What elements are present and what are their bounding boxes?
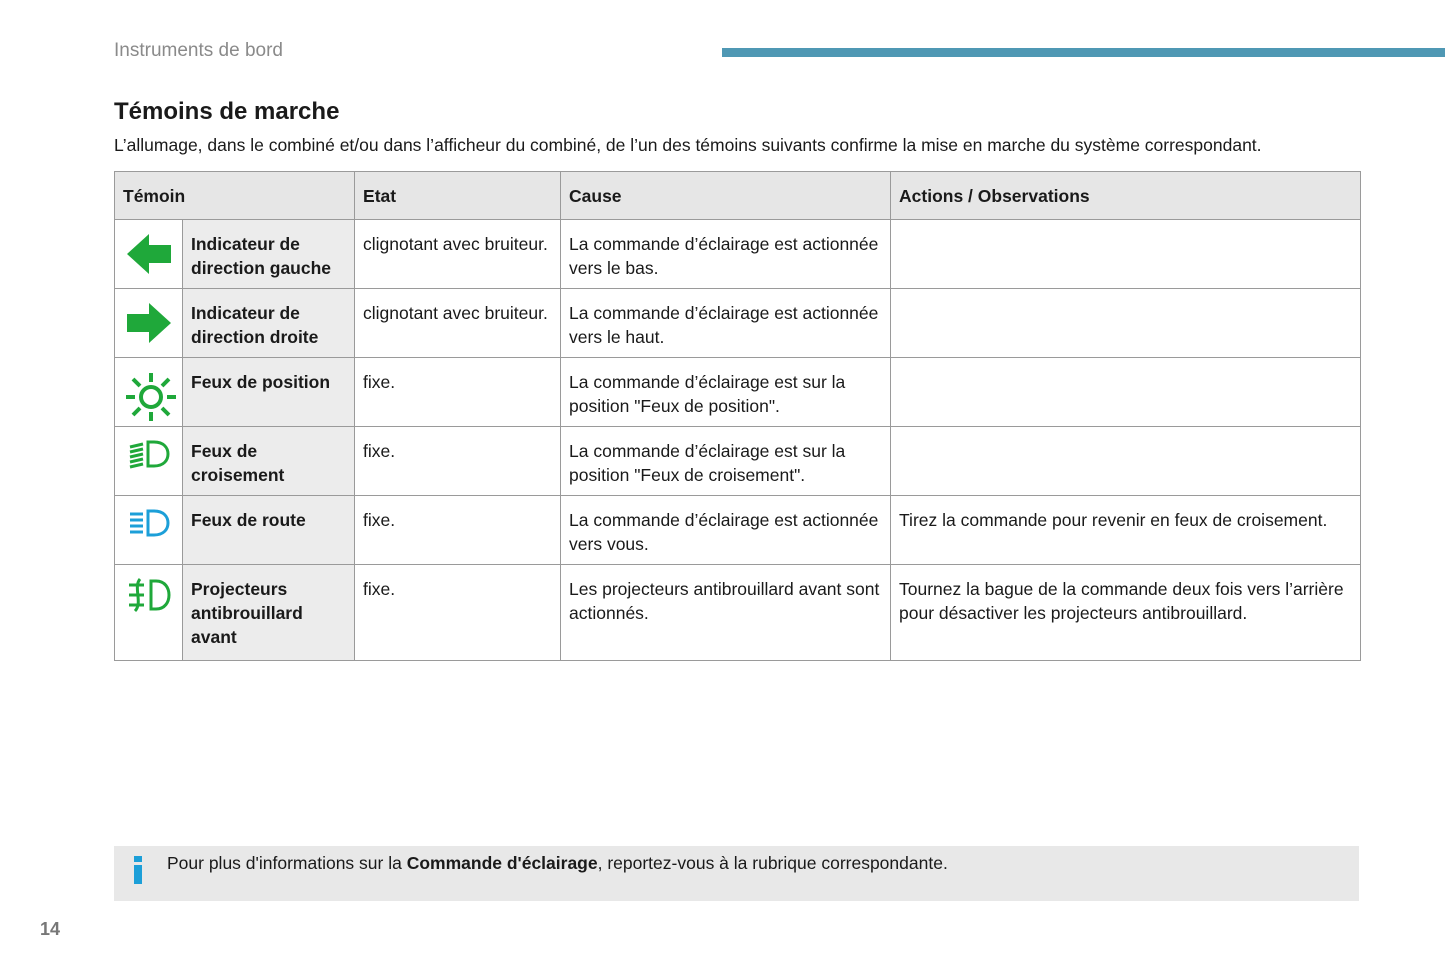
indicator-cause: Les projecteurs antibrouillard avant sont actionnés. [561,565,891,661]
table-row [115,289,1361,358]
front-fog-lights-icon [127,577,171,613]
indicator-actions: Tournez la bague de la commande deux fois vers l’arrière pour désactiver les projecteurs antibrouillard. [891,565,1361,661]
indicator-etat: fixe. [355,358,561,427]
indicator-etat: fixe. [355,427,561,496]
note-link-label: Commande d'éclairage [406,853,598,873]
header-cause: Cause [561,172,891,220]
header-temoin: Témoin [115,172,355,220]
indicators-table [114,171,1361,661]
icon-cell [115,358,183,427]
table-row [115,427,1361,496]
position-lights-icon [123,370,179,424]
page-title: Témoins de marche [114,98,340,125]
indicator-name: Feux de route [183,496,355,565]
note-text [167,853,948,874]
section-label: Instruments de bord [114,40,283,61]
indicator-cause: La commande d’éclairage est actionnée vers vous. [561,496,891,565]
info-note [114,846,1359,901]
page-number: 14 [40,919,61,939]
icon-cell [115,289,183,358]
indicator-actions: Tirez la commande pour revenir en feux de croisement. [891,496,1361,565]
table-row [115,220,1361,289]
header-etat: Etat [355,172,561,220]
indicator-cause: La commande d’éclairage est actionnée vers le haut. [561,289,891,358]
icon-cell [115,565,183,661]
right-arrow-icon [125,301,173,345]
indicator-actions [891,427,1361,496]
indicator-cause: La commande d’éclairage est actionnée vers le bas. [561,220,891,289]
indicator-cause: La commande d’éclairage est sur la position "Feux de position". [561,358,891,427]
indicator-name: Feux de croisement [183,427,355,496]
table-row [115,496,1361,565]
indicator-etat: clignotant avec bruiteur. [355,220,561,289]
indicator-name: Indicateur de direction droite [183,289,355,358]
note-text-before: Pour plus d'informations sur la [167,853,407,873]
intro-text: L’allumage, dans le combiné et/ou dans l’afficheur du combiné, de l’un des témoins suivants confirme la mise en marche du système correspondant. [114,135,1262,155]
table-row [115,358,1361,427]
indicator-etat: fixe. [355,565,561,661]
indicator-name: Indicateur de direction gauche [183,220,355,289]
header-accent-bar [722,48,1445,57]
table-row [115,565,1361,661]
indicator-name: Projecteurs antibrouillard avant [183,565,355,661]
indicator-actions [891,289,1361,358]
indicator-actions [891,358,1361,427]
note-text-after: , reportez-vous à la rubrique correspondante. [597,853,948,873]
indicator-actions [891,220,1361,289]
icon-cell [115,220,183,289]
indicator-name: Feux de position [183,358,355,427]
indicator-cause: La commande d’éclairage est sur la position "Feux de croisement". [561,427,891,496]
table-header-row [115,172,1361,220]
header-actions: Actions / Observations [891,172,1361,220]
left-arrow-icon [125,232,173,276]
info-icon [132,856,144,884]
high-beam-icon [128,508,170,538]
low-beam-icon [128,439,170,469]
icon-cell [115,496,183,565]
indicator-etat: fixe. [355,496,561,565]
indicator-etat: clignotant avec bruiteur. [355,289,561,358]
icon-cell [115,427,183,496]
